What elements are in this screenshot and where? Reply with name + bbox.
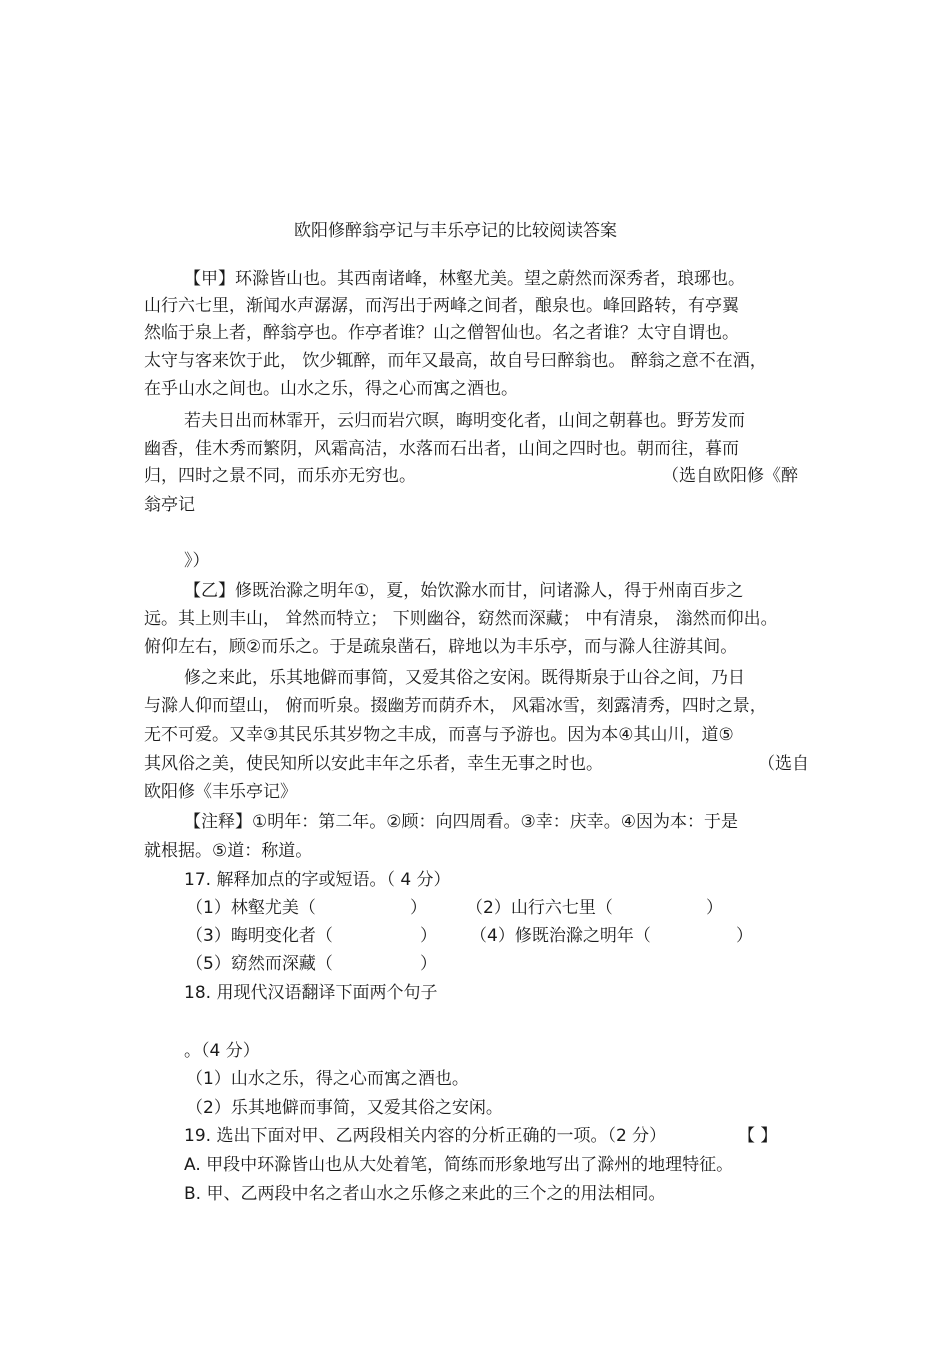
question-17-item: ） [420, 954, 437, 974]
question-18-stem: 18. 用现代汉语翻译下面两个句子 [184, 983, 438, 1003]
question-19-option: B. 甲、乙两段中名之者山水之乐修之来此的三个之的用法相同。 [184, 1184, 666, 1204]
question-18-score: 。（4 分） [184, 1041, 260, 1061]
question-17-item: ） [410, 898, 427, 918]
document-title: 欧阳修醉翁亭记与丰乐亭记的比较阅读答案 [294, 221, 617, 241]
question-17-item: ） [420, 926, 437, 946]
question-17-item: （5）窈然而深藏（ [186, 954, 333, 974]
passage-jia-line: 山行六七里，渐闻水声潺潺，而泻出于两峰之间者，酿泉也。峰回路转，有亭翼 [144, 296, 739, 316]
passage-jia-line: 若夫日出而林霏开，云归而岩穴暝，晦明变化者，山间之朝暮也。野芳发而 [184, 411, 745, 431]
passage-jia-line: 然临于泉上者，醉翁亭也。作亭者谁？山之僧智仙也。名之者谁？太守自谓也。 [144, 323, 739, 343]
question-18-item: （1）山水之乐，得之心而寓之酒也。 [186, 1069, 469, 1089]
passage-yi-line: 【乙】修既治滁之明年①，夏，始饮滁水而甘，问诸滁人，得于州南百步之 [184, 581, 744, 601]
passage-jia-source: （选自欧阳修《醉 [662, 466, 798, 486]
passage-yi-line: 与滁人仰而望山， 俯而听泉。掇幽芳而荫乔木， 风霜冰雪，刻露清秀，四时之景， [144, 696, 767, 716]
question-17-item: （2）山行六七里（ [466, 898, 613, 918]
passage-jia-line: 归，四时之景不同，而乐亦无穷也。 [144, 466, 416, 486]
question-19-option: A. 甲段中环滁皆山也从大处着笔，简练而形象地写出了滁州的地理特征。 [184, 1155, 734, 1175]
passage-jia-line: 幽香，佳木秀而繁阴，风霜高洁，水落而石出者，山间之四时也。朝而往，暮而 [144, 439, 739, 459]
passage-yi-line: 修之来此，乐其地僻而事简，又爱其俗之安闲。既得斯泉于山谷之间，乃日 [184, 668, 745, 688]
passage-jia-line: 太守与客来饮于此， 饮少辄醉，而年又最高，故自号曰醉翁也。 醉翁之意不在酒， [144, 351, 767, 371]
question-17-item: （1）林壑尤美（ [186, 898, 316, 918]
question-17-item: ） [706, 898, 723, 918]
question-19-stem: 19. 选出下面对甲、乙两段相关内容的分析正确的一项。（2 分） [184, 1126, 667, 1146]
passage-jia-line: 【甲】环滁皆山也。其西南诸峰，林壑尤美。望之蔚然而深秀者，琅琊也。 [184, 269, 745, 289]
notes-line: 就根据。⑤道：称道。 [144, 841, 313, 861]
question-17-item: ） [736, 926, 753, 946]
passage-yi-line: 无不可爱。又幸③其民乐其岁物之丰成，而喜与予游也。因为本④其山川，道⑤ [144, 725, 734, 745]
question-19-answer-bracket: 【 】 [738, 1126, 778, 1146]
passage-yi-line: 其风俗之美，使民知所以安此丰年之乐者，幸生无事之时也。 [144, 754, 603, 774]
notes-line: 【注释】①明年：第二年。②顾：向四周看。③幸：庆幸。④因为本：于是 [184, 812, 738, 832]
passage-yi-source: （选自 [758, 754, 809, 774]
passage-yi-line: 俯仰左右，顾②而乐之。于是疏泉凿石，辟地以为丰乐亭，而与滁人往游其间。 [144, 637, 738, 657]
passage-jia-source: 》） [184, 551, 210, 571]
passage-yi-source: 欧阳修《丰乐亭记》 [144, 782, 297, 802]
question-18-item: （2）乐其地僻而事简，又爱其俗之安闲。 [186, 1098, 503, 1118]
passage-yi-line: 远。其上则丰山， 耸然而特立； 下则幽谷，窈然而深藏； 中有清泉， 滃然而仰出。 [144, 609, 778, 629]
question-17-stem: 17. 解释加点的字或短语。（ 4 分） [184, 870, 451, 890]
question-17-item: （3）晦明变化者（ [186, 926, 333, 946]
passage-jia-source: 翁亭记 [144, 495, 195, 515]
passage-jia-line: 在乎山水之间也。山水之乐，得之心而寓之酒也。 [144, 379, 518, 399]
question-17-item: （4）修既治滁之明年（ [470, 926, 651, 946]
